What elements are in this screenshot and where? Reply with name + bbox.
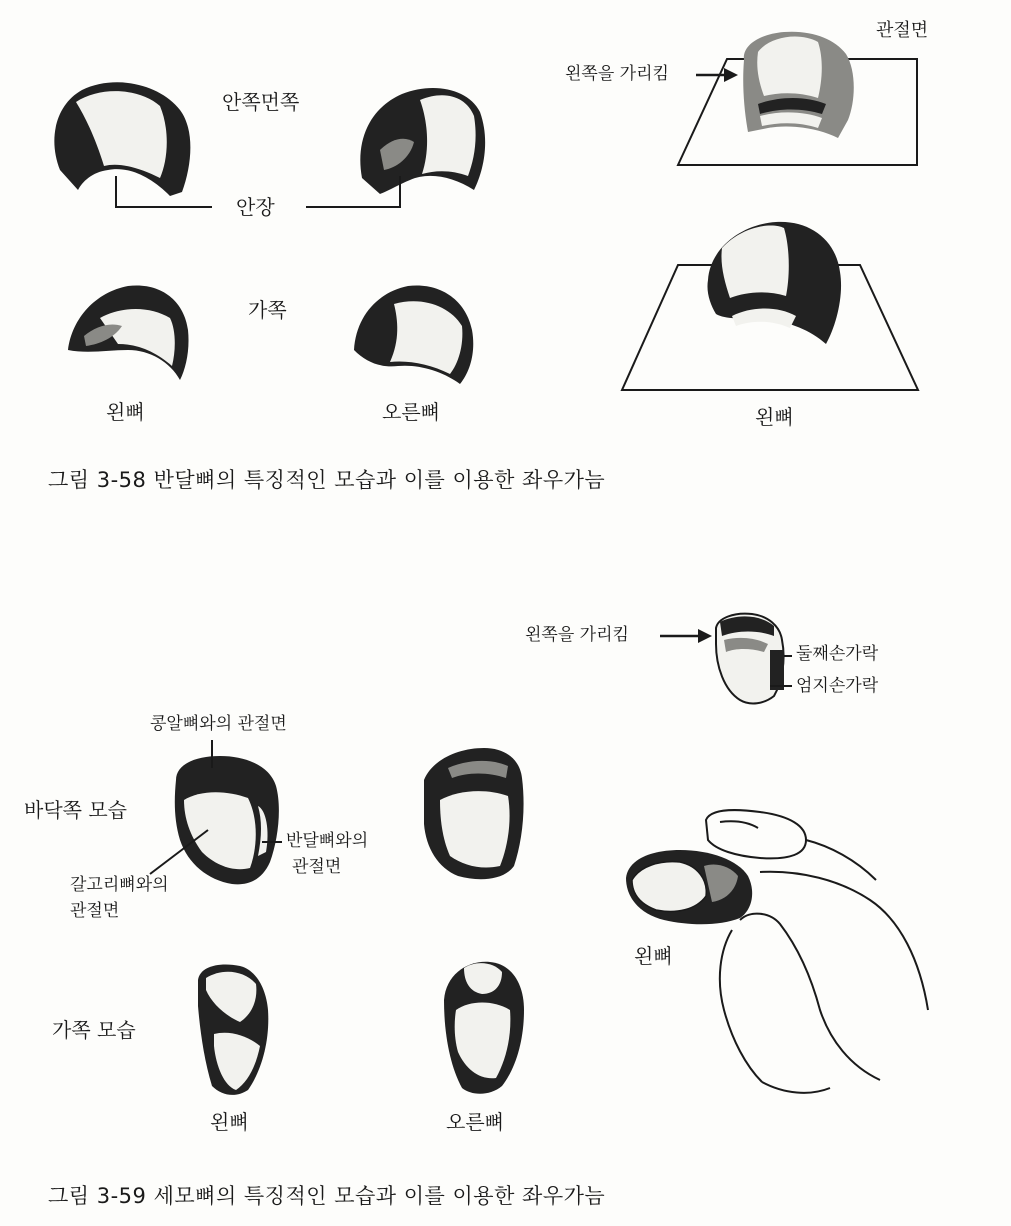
fig59-palmar-view-label: 바닥쪽 모습 — [24, 798, 127, 822]
fig58-bone-on-plane-bottom — [707, 222, 841, 344]
fig58-points-left-label: 왼쪽을 가리킴 — [565, 64, 669, 84]
fig58-inner-surface-label: 안쪽먼쪽 — [222, 90, 300, 114]
fig58-left-bone-label: 왼뼈 — [106, 400, 145, 424]
fig58-left-bone-plane-label: 왼뼈 — [755, 405, 794, 429]
fig58-lateral-label: 가쪽 — [248, 298, 287, 322]
fig58-caption: 그림 3-58 반달뼈의 특징적인 모습과 이를 이용한 좌우가늠 — [48, 468, 606, 492]
fig58-bone-on-plane-top — [743, 32, 854, 138]
fig58-right-bone-lateral — [354, 285, 473, 384]
fig59-points-left-arrow — [660, 629, 712, 643]
fig58-left-bone-lateral — [68, 285, 189, 380]
fig58-right-bone-inner — [360, 88, 485, 194]
fig59-left-bone-label: 왼뼈 — [210, 1110, 249, 1134]
fig59-bone-orientation — [716, 614, 784, 704]
fig59-caption: 그림 3-59 세모뼈의 특징적인 모습과 이를 이용한 좌우가늠 — [48, 1184, 606, 1208]
fig59-lateral-view-label: 가쪽 모습 — [52, 1018, 136, 1042]
fig59-palmar-right-bone — [424, 748, 524, 879]
fig59-pisiform-facet-label: 콩알뼈와의 관절면 — [150, 714, 287, 734]
fig58-right-bone-label: 오른뼈 — [382, 400, 440, 424]
fig59-left-bone-hand-label: 왼뼈 — [634, 944, 673, 968]
fig59-palmar-left-bone — [175, 756, 279, 884]
fig59-lateral-right-bone — [444, 962, 524, 1094]
fig59-lunate-facet-line2: 관절면 — [292, 857, 342, 877]
fig59-lunate-facet-line1: 반달뼈와의 — [286, 831, 369, 851]
fig59-lateral-left-bone — [198, 965, 268, 1095]
fig59-points-left-label: 왼쪽을 가리킴 — [525, 625, 629, 645]
fig59-right-bone-label: 오른뼈 — [446, 1110, 504, 1134]
fig59-second-finger-label: 둘째손가락 — [796, 644, 879, 664]
fig58-saddle-label: 안장 — [236, 195, 275, 219]
fig58-left-bone-inner — [54, 82, 190, 196]
fig59-hamate-facet-line2: 관절면 — [70, 901, 120, 921]
fig59-thumb-label: 엄지손가락 — [796, 676, 879, 696]
fig59-hamate-facet-line1: 갈고리뼈와의 — [70, 875, 169, 895]
fig58-articular-surface-label: 관절면 — [876, 20, 929, 41]
